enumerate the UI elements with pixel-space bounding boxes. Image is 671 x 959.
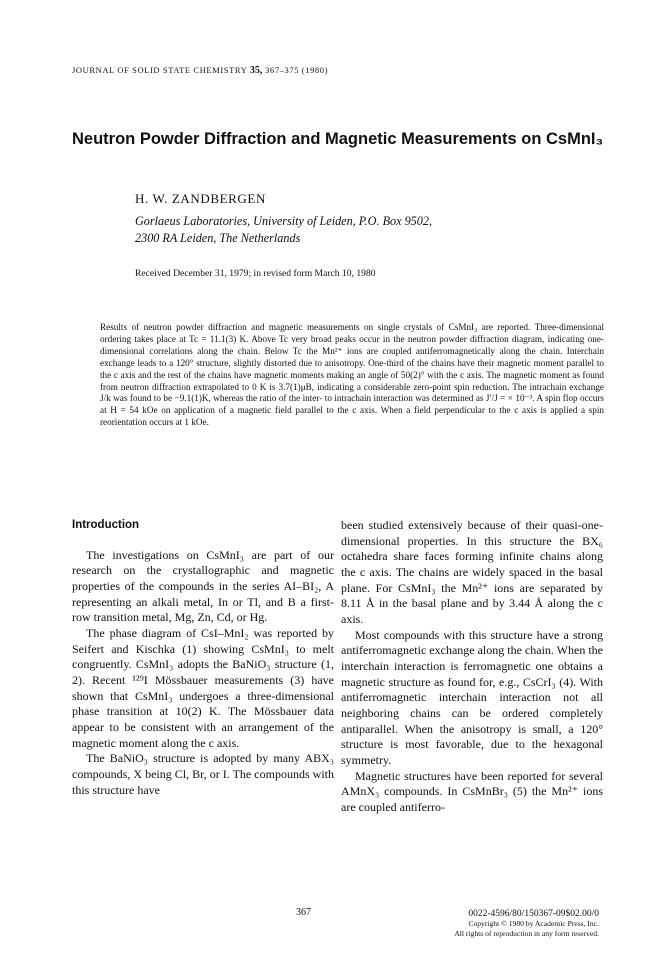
author-affiliation: Gorlaeus Laboratories, University of Leiden, P.O. Box 9502, 2300 RA Leiden, The Netherlands xyxy=(135,214,432,245)
page-number: 367 xyxy=(296,907,311,918)
paragraph: The BaNiO₃ structure is adopted by many ABX₃ compounds, X being Cl, Br, or I. The compounds with this structure have xyxy=(72,751,334,797)
abstract: Results of neutron powder diffraction and magnetic measurements on single crystals of CsMnI₃ are reported. Three-dimensional ordering takes place at Tc = 11.1(3) K. Above Tc very broad peaks occur in the neutron powder diffraction diagram, indicating one-dimensional correlations along the chain. Below Tc the Mn²⁺ ions are coupled antiferromagnetically along the chain. Interchain exchange leads to a 120° structure, slightly distorted due to anisotropy. One-third of the chains have their magnetic moment parallel to the c axis and the rest of the chains have magnetic moments making an angle of 50(2)° with the c axis. The magnetic moment as found from neutron diffraction extrapolated to 0 K is 3.7(1)μB, indicating a considerable zero-point spin reduction. The intrachain exchange J/k was found to be −9.1(1)K, whereas the ratio of the inter- to intrachain interaction was determined as J′/J = × 10⁻³. A spin flop occurs at H = 54 kOe on application of a magnetic field parallel to the c axis. When a field perpendicular to the c axis is applied a spin reorientation occurs at 1 kOe. xyxy=(100,322,604,428)
paragraph: Most compounds with this structure have a strong antiferromagnetic exchange along the chain. When the interchain interaction is ferromagnetic one obtains a magnetic structure as found for, e.g., CsCrI₃ (4). With antiferromagnetic interchain interaction not all neighboring chains can be ordered completely antiparallel. When the anisotropy is small, a 120° structure is most favorable, due to the hexagonal symmetry. xyxy=(341,627,603,767)
paragraph: The investigations on CsMnI₃ are part of our research on the crystallographic and magnetic properties of the compounds in the series AI–BI₂, A representing an alkali metal, In or Tl, and B a first-row transition metal, Mg, Zn, Cd, or Hg. xyxy=(72,547,334,625)
paper-title: Neutron Powder Diffraction and Magnetic Measurements on CsMnI₃ xyxy=(72,130,604,148)
copyright-block xyxy=(339,909,599,939)
paragraph: The phase diagram of CsI–MnI₂ was reported by Seifert and Kischka (1) showing CsMnI₃ to melt congruently. CsMnI₃ adopts the BaNiO₃ structure (1, 2). Recent ¹²⁹I Mössbauer measurements (3) have shown that CsMnI₃ undergoes a three-dimensional phase transition at 10(2) K. The Mössbauer data appear to be consistent with an arrangement of the magnetic moment along the c axis. xyxy=(72,625,334,750)
journal-volume: 35, xyxy=(249,65,263,76)
right-column xyxy=(341,518,603,815)
journal-header xyxy=(72,65,328,76)
copyright-line: Copyright © 1980 by Academic Press, Inc. xyxy=(468,919,599,928)
left-column xyxy=(72,518,334,798)
rights-line: All rights of reproduction in any form reserved. xyxy=(454,929,599,938)
paragraph: Magnetic structures have been reported for several AMnX₃ compounds. In CsMnBr₃ (5) the Mn²⁺ ions are coupled antiferro- xyxy=(341,768,603,814)
section-heading-introduction: Introduction xyxy=(72,519,140,531)
journal-pages-year: 367–375 (1980) xyxy=(265,65,329,75)
journal-name: JOURNAL OF SOLID STATE CHEMISTRY xyxy=(72,65,248,75)
paragraph: been studied extensively because of their quasi-one-dimensional properties. In this structure the BX₆ octahedra share faces forming infinite chains along the c axis. The chains are widely spaced in the basal plane. For CsMnI₃ the Mn²⁺ ions are separated by 8.11 Å in the basal plane and by 3.44 Å along the c axis. xyxy=(341,518,603,626)
article-code: 0022-4596/80/150367-09$02.00/0 xyxy=(468,909,599,919)
received-date: Received December 31, 1979; in revised form March 10, 1980 xyxy=(135,268,376,279)
author-name: H. W. ZANDBERGEN xyxy=(135,191,266,206)
